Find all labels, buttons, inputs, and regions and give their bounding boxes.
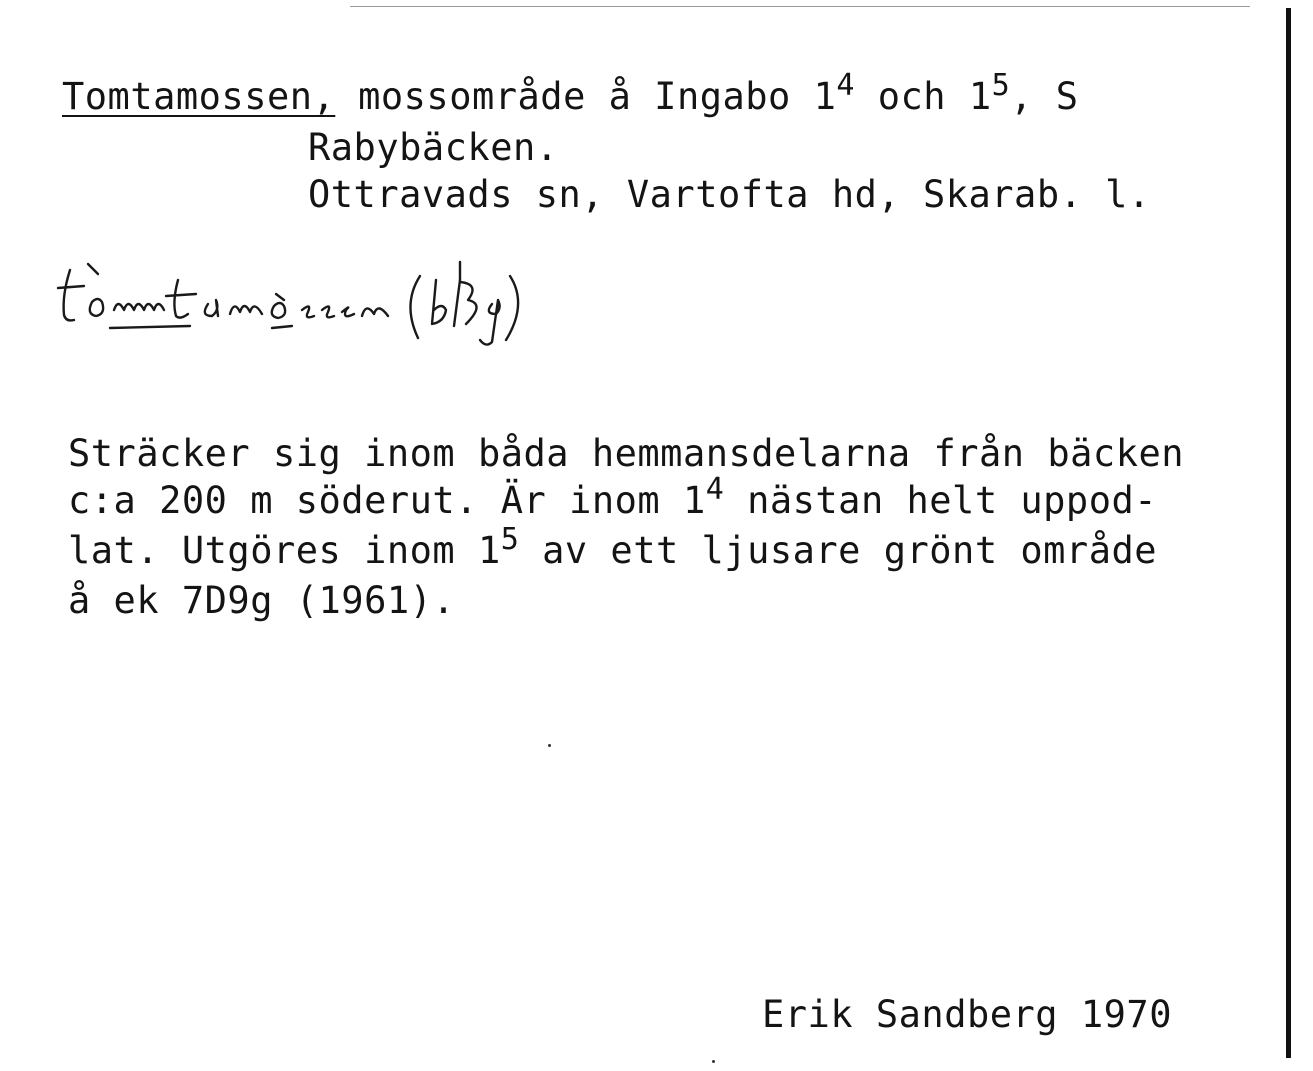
signature: Erik Sandberg 1970	[762, 993, 1172, 1036]
location-line: Rabybäcken.	[308, 126, 559, 169]
description-line-3-b: av ett ljusare grönt område	[519, 529, 1158, 572]
description-line-3-a: lat. Utgöres inom 1	[68, 529, 501, 572]
card-right-edge	[1286, 8, 1291, 1058]
description-line-3	[68, 522, 1158, 572]
parish-line: Ottravads sn, Vartofta hd, Skarab. l.	[308, 173, 1151, 216]
description-line-2-b: nästan helt uppod-	[724, 479, 1158, 522]
card-top-edge	[350, 6, 1250, 7]
headword: Tomtamossen,	[62, 75, 336, 118]
description-line-1: Sträcker sig inom båda hemmansdelarna från bäcken	[68, 432, 1185, 475]
description-line-3-sup: 5	[500, 522, 520, 557]
heading-text-a: mossområde å Ingabo 1	[335, 75, 837, 118]
description-line-2-a: c:a 200 m söderut. Är inom 1	[68, 479, 706, 522]
heading-text-c: , S	[1010, 75, 1079, 118]
scan-speck	[548, 744, 551, 747]
handwritten-pronunciation	[40, 240, 860, 360]
description-line-2-sup: 4	[705, 472, 725, 507]
description-line-2	[68, 472, 1158, 522]
entry-heading-line	[62, 68, 1079, 118]
heading-sup-a: 4	[836, 68, 855, 103]
heading-sup-b: 5	[991, 68, 1011, 103]
description-line-4: å ek 7D9g (1961).	[68, 579, 456, 622]
heading-text-b: och 1	[854, 75, 992, 118]
scan-speck	[712, 1060, 715, 1063]
